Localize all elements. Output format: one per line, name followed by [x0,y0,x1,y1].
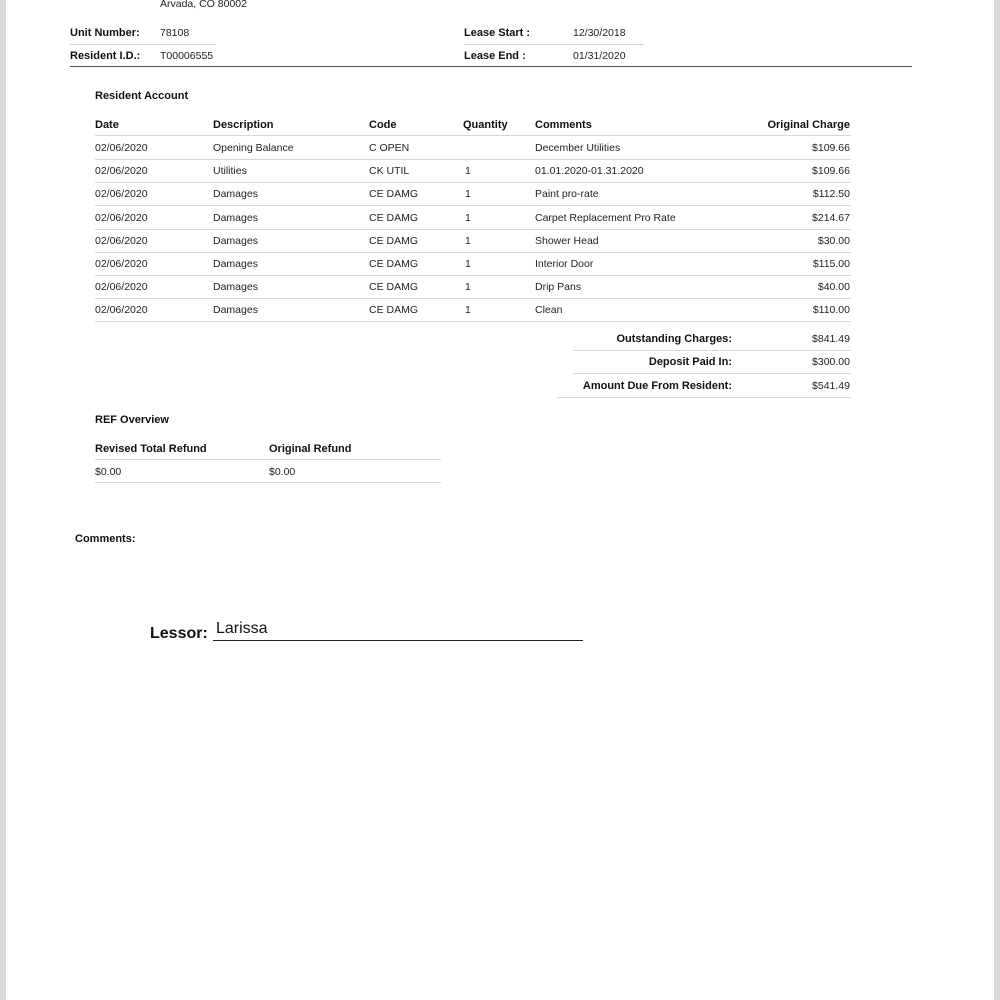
ref-header-rule [95,459,441,460]
unit-number-label: Unit Number: [70,27,140,39]
row-rule [95,182,851,183]
cell-date: 02/06/2020 [95,188,148,201]
cell-description: Damages [213,304,258,317]
cell-comments: Interior Door [535,258,594,270]
lease-end-value: 01/31/2020 [573,50,626,62]
cell-original-charge: $112.50 [812,188,850,201]
cell-quantity: 1 [465,211,471,224]
cell-original-charge: $30.00 [817,234,850,247]
header-divider [70,66,912,67]
cell-code: CE DAMG [369,281,419,294]
col-header-date: Date [95,119,119,131]
row-rule [95,205,851,206]
cell-original-charge: $115.00 [812,258,850,270]
cell-date: 02/06/2020 [95,258,148,270]
cell-original-charge: $214.67 [812,211,850,224]
cell-description: Damages [213,258,258,270]
header-rule-right [464,44,644,45]
outstanding-rule [573,350,851,351]
outstanding-charges-label: Outstanding Charges: [616,333,732,345]
unit-number-value: 78108 [160,27,190,39]
original-refund-label: Original Refund [269,443,352,455]
cell-code: CE DAMG [369,211,419,224]
lessor-signature: Larissa [216,620,268,637]
header-row-rule [95,135,851,136]
lessor-label: Lessor: [150,625,208,642]
cell-date: 02/06/2020 [95,165,148,178]
cell-code: CE DAMG [369,188,419,201]
col-header-quantity: Quantity [463,119,508,131]
amount-due-label: Amount Due From Resident: [582,380,732,392]
outstanding-charges-value: $841.49 [812,333,850,345]
cell-quantity: 1 [465,188,471,201]
cell-quantity: 1 [465,258,471,270]
ref-row-rule [95,482,441,483]
cell-code: CE DAMG [369,234,419,247]
cell-description: Damages [213,211,258,224]
cell-quantity: 1 [465,304,471,317]
lease-end-label: Lease End : [464,50,526,62]
row-rule [95,252,851,253]
header-rule-left [70,44,216,45]
cell-code: C OPEN [369,142,410,154]
lease-start-label: Lease Start : [464,27,531,39]
cell-comments: December Utilities [535,142,621,154]
col-header-code: Code [369,119,397,131]
amount-due-rule [557,397,851,398]
cell-original-charge: $109.66 [812,142,850,154]
cell-comments: Drip Pans [535,281,582,294]
original-refund-value: $0.00 [269,466,296,478]
cell-original-charge: $109.66 [812,165,850,178]
deposit-paid-value: $300.00 [812,356,850,368]
cell-quantity: 1 [465,234,471,247]
comments-label: Comments: [75,533,136,545]
cell-date: 02/06/2020 [95,234,148,247]
row-rule [95,159,851,160]
row-rule [95,298,851,299]
deposit-paid-label: Deposit Paid In: [648,356,732,368]
row-rule [95,275,851,276]
cell-quantity: 1 [465,165,471,178]
revised-total-refund-value: $0.00 [95,466,122,478]
cell-code: CE DAMG [369,258,419,270]
revised-total-refund-label: Revised Total Refund [95,443,207,455]
cell-original-charge: $110.00 [812,304,850,317]
cell-description: Damages [213,188,258,201]
row-rule [95,229,851,230]
resident-account-title: Resident Account [95,90,189,102]
col-header-original-charge: Original Charge [767,119,850,131]
resident-id-label: Resident I.D.: [70,50,141,62]
cell-quantity: 1 [465,281,471,294]
cell-description: Damages [213,234,258,247]
document-page [6,0,994,1000]
cell-comments: Shower Head [535,234,599,247]
lease-start-value: 12/30/2018 [573,27,626,39]
cell-description: Damages [213,281,258,294]
cell-code: CK UTIL [369,165,410,178]
cell-original-charge: $40.00 [817,281,850,294]
resident-id-value: T00006555 [160,50,214,62]
cell-comments: 01.01.2020-01.31.2020 [535,165,644,178]
address-line: Arvada, CO 80002 [160,0,247,10]
col-header-description: Description [213,119,274,131]
cell-comments: Carpet Replacement Pro Rate [535,211,676,224]
deposit-rule [573,373,851,374]
lessor-signature-line [213,640,583,641]
cell-date: 02/06/2020 [95,211,148,224]
cell-date: 02/06/2020 [95,281,148,294]
cell-description: Opening Balance [213,142,294,154]
cell-description: Utilities [213,165,247,178]
cell-comments: Paint pro-rate [535,188,599,201]
cell-code: CE DAMG [369,304,419,317]
cell-date: 02/06/2020 [95,304,148,317]
cell-date: 02/06/2020 [95,142,148,154]
row-rule [95,321,851,322]
ref-overview-title: REF Overview [95,414,169,426]
col-header-comments: Comments [535,119,592,131]
cell-comments: Clean [535,304,563,317]
amount-due-value: $541.49 [812,380,850,392]
